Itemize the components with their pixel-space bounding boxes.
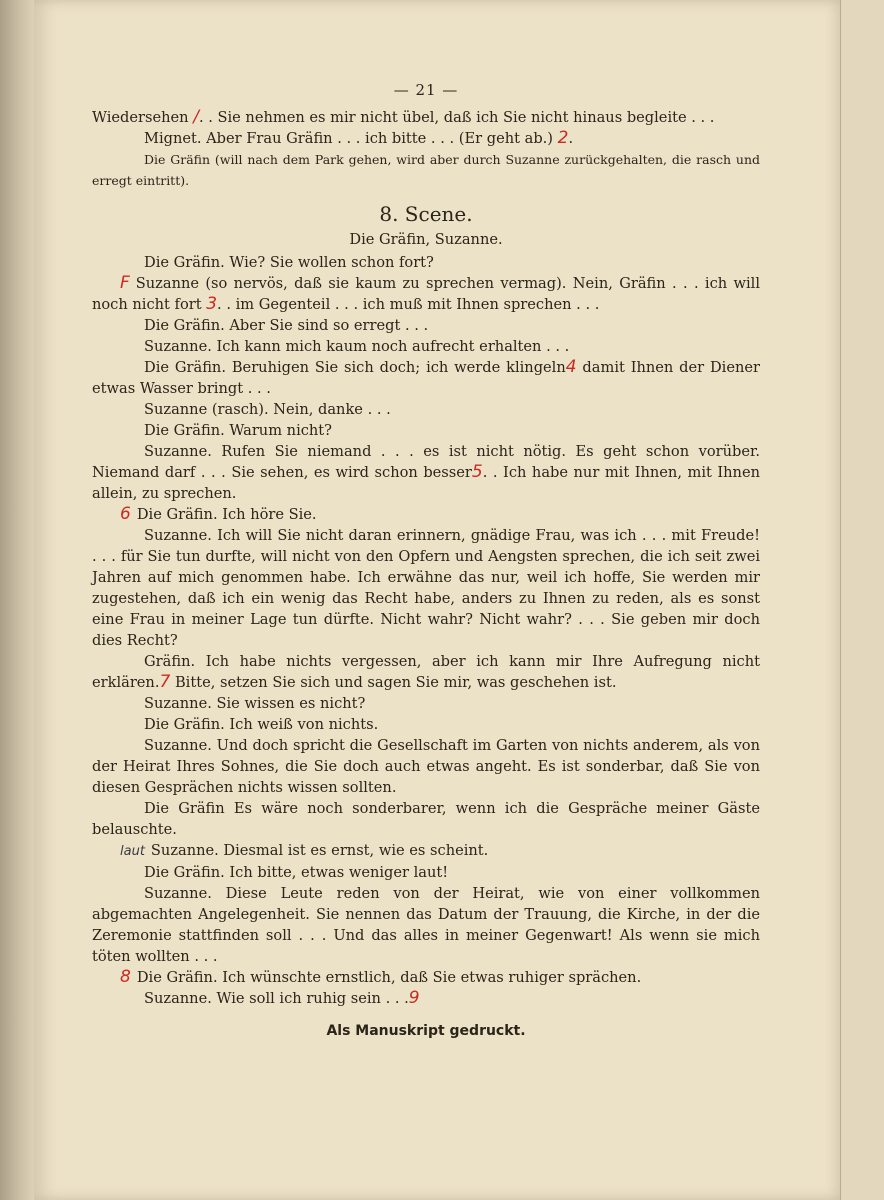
dialogue-line	[92, 399, 760, 420]
margin-annotation: 6	[120, 504, 131, 524]
dialogue-line	[92, 967, 760, 988]
dialogue-text: Suzanne. Ich will Sie nicht daran erinnern, gnädige Frau, was ich . . . mit Freude! . . . für Sie tun durfte, will nicht von den Opfern und Aengsten sprechen, die ich seit zwei Jahren auf mich genommen habe. Ich erwähne das nur, weil ich hoffe, Sie werden mir zugestehen, daß ich ein wenig das Recht habe, anders zu Ihnen zu reden, als es sonst eine Frau in meiner Lage tun dürfte. Nicht wahr? Nicht wahr? . . . Sie geben mir doch dies Recht?	[92, 527, 760, 649]
dialogue-line	[92, 273, 760, 315]
dialogue-text: Die Gräfin. Ich höre Sie.	[136, 506, 317, 523]
red-annotation: /	[193, 107, 199, 127]
dialogue-line	[92, 357, 760, 399]
dialogue-line	[92, 315, 760, 336]
dialogue-line	[92, 714, 760, 735]
dialogue-line	[92, 988, 760, 1009]
dialogue-text: Bitte, setzen Sie sich und sagen Sie mir, was geschehen ist.	[170, 674, 617, 691]
dialogue-line	[92, 504, 760, 525]
scene-persons: Die Gräfin, Suzanne.	[349, 231, 503, 248]
stage-direction: Die Gräfin (will nach dem Park gehen, wird aber durch Suzanne zurückgehalten, die rasch und erregt eintritt).	[92, 152, 760, 188]
text-line: Mignet. Aber Frau Gräfin . . . ich bitte . . . (Er geht ab.) 2.	[144, 128, 574, 148]
dialogue-text: Suzanne. Ich kann mich kaum noch aufrecht erhalten . . .	[144, 338, 570, 355]
margin-annotation: laut	[120, 844, 145, 859]
red-annotation: 9	[408, 988, 420, 1008]
scene-heading: 8. Scene.	[379, 202, 473, 226]
dialogue-line	[92, 862, 760, 883]
dialogue-text: Suzanne. Wie soll ich ruhig sein . . .	[144, 990, 409, 1007]
dialogue-line	[92, 651, 760, 693]
dialogue	[92, 252, 760, 1009]
dialogue-line	[92, 840, 760, 862]
page-number: — 21 —	[393, 81, 459, 99]
margin-annotation: 8	[120, 967, 131, 987]
dialogue-text: Gräfin. Ich habe nichts vergessen, aber ich kann mir Ihre Aufregung nicht erklären.	[92, 653, 760, 691]
dialogue-text: Die Gräfin. Ich wünschte ernstlich, daß Sie etwas ruhiger sprächen.	[136, 969, 642, 986]
dialogue-line	[92, 883, 760, 967]
adjacent-page-edge	[840, 0, 884, 1200]
dialogue-line	[92, 798, 760, 840]
page-text	[92, 80, 760, 1042]
red-annotation: 4	[565, 357, 577, 377]
dialogue-text: Suzanne. Rufen Sie niemand . . . es ist nicht nötig. Es geht schon vorüber. Niemand darf . . . Sie sehen, es wird schon besser	[92, 443, 760, 481]
text-line: Wiedersehen /. . Sie nehmen es mir nicht übel, daß ich Sie nicht hinaus begleite . . .	[92, 107, 715, 127]
red-annotation: 2	[557, 128, 569, 148]
dialogue-line	[92, 441, 760, 504]
dialogue-text: Suzanne. Diese Leute reden von der Heirat, wie von einer vollkommen abgemachten Angelegenheit. Sie nennen das Datum der Trauung, die Kirche, in der die Zeremonie stattfinden soll . . . Und das alles in meiner Gegenwart! Als wenn sie mich töten wollten . . .	[92, 885, 760, 965]
footer-note: Als Manuskript gedruckt.	[326, 1023, 526, 1039]
dialogue-text: Die Gräfin. Warum nicht?	[144, 422, 333, 439]
dialogue-text: Suzanne. Diesmal ist es ernst, wie es scheint.	[150, 842, 489, 859]
dialogue-line	[92, 336, 760, 357]
dialogue-text: Suzanne. Und doch spricht die Gesellschaft im Garten von nichts anderem, als von der Heirat Ihres Sohnes, die Sie doch auch etwas angeht. Es ist sonderbar, daß Sie von diesen Gesprächen nichts wissen sollten.	[92, 737, 760, 796]
dialogue-text: damit Ihnen der Diener etwas Wasser bringt . . .	[92, 359, 760, 397]
dialogue-text: Die Gräfin. Ich bitte, etwas weniger laut!	[144, 864, 449, 881]
dialogue-text: Die Gräfin. Aber Sie sind so erregt . . .	[144, 317, 429, 334]
dialogue-line	[92, 525, 760, 651]
dialogue-line	[92, 252, 760, 273]
dialogue-line	[92, 693, 760, 714]
red-annotation: 3	[206, 294, 218, 314]
binding-gutter	[0, 0, 34, 1200]
dialogue-line	[92, 420, 760, 441]
dialogue-text: Die Gräfin. Beruhigen Sie sich doch; ich werde klingeln	[144, 359, 566, 376]
red-annotation: 5	[471, 462, 483, 482]
dialogue-line	[92, 735, 760, 798]
margin-annotation: F	[120, 273, 130, 293]
dialogue-text: Die Gräfin Es wäre noch sonderbarer, wenn ich die Gespräche meiner Gäste belauschte.	[92, 800, 760, 838]
red-annotation: 7	[159, 672, 171, 692]
dialogue-text: . . im Gegenteil . . . ich muß mit Ihnen sprechen . . .	[217, 296, 600, 313]
dialogue-text: Suzanne (rasch). Nein, danke . . .	[144, 401, 391, 418]
dialogue-text: Suzanne (so nervös, daß sie kaum zu sprechen vermag). Nein, Gräfin . . . ich will noch nicht fort	[92, 275, 760, 313]
dialogue-text: Die Gräfin. Ich weiß von nichts.	[144, 716, 379, 733]
dialogue-text: Suzanne. Sie wissen es nicht?	[144, 695, 366, 712]
dialogue-text: . . Ich habe nur mit Ihnen, mit Ihnen allein, zu sprechen.	[92, 464, 760, 502]
dialogue-text: Die Gräfin. Wie? Sie wollen schon fort?	[144, 254, 434, 271]
